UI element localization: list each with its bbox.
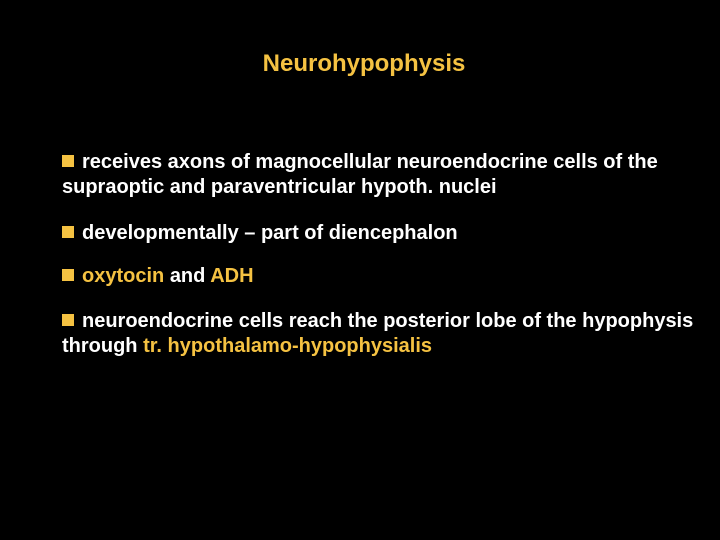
bullet-item xyxy=(62,309,702,359)
highlight-term-adh: ADH xyxy=(210,265,254,287)
bullet-item xyxy=(62,150,702,200)
highlight-term-oxytocin: oxytocin xyxy=(82,265,165,287)
bullet-text: receives axons of magnocellular neuroendocrine cells of the supraoptic and paraventricular hypoth. nuclei xyxy=(62,151,658,198)
square-bullet-icon xyxy=(62,269,74,281)
square-bullet-icon xyxy=(62,226,74,238)
bullet-text: neuroendocrine cells reach the posterior lobe of the hypophysis through xyxy=(62,310,694,357)
slide-title: Neurohypophysis xyxy=(262,50,466,77)
bullet-item xyxy=(62,264,702,289)
bullet-text: developmentally – part of diencephalon xyxy=(82,222,458,244)
bullet-list xyxy=(62,150,702,359)
square-bullet-icon xyxy=(62,155,74,167)
bullet-text: and xyxy=(169,265,206,287)
bullet-item xyxy=(62,221,702,246)
highlight-term-tract: tr. hypothalamo-hypophysialis xyxy=(143,335,433,357)
square-bullet-icon xyxy=(62,314,74,326)
